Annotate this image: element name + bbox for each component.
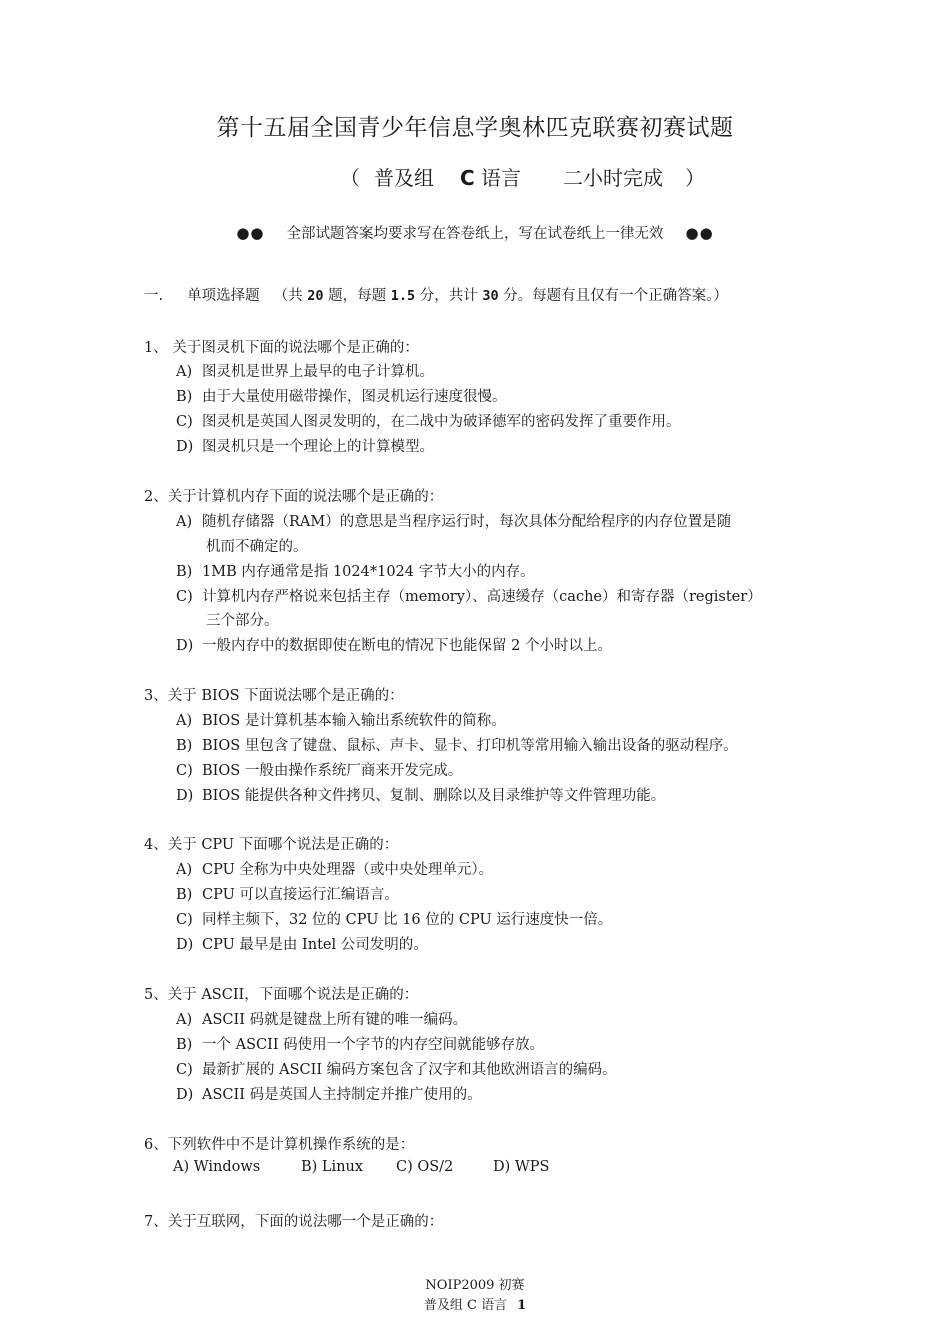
question-stem: 5、关于 ASCII，下面哪个说法是正确的：	[144, 987, 419, 1003]
option-text: 图灵机只是一个理论上的计算模型。	[202, 439, 434, 455]
question-option	[176, 883, 399, 904]
option-letter: C)	[176, 763, 193, 779]
question-option	[176, 385, 507, 406]
question-option	[176, 634, 612, 655]
inline-option: A) Windows	[173, 1159, 261, 1175]
option-text: BIOS 一般由操作系统厂商来开发完成。	[202, 763, 463, 779]
option-letter: A)	[176, 364, 193, 380]
notice-text: 全部试题答案均要求写在答卷纸上，写在试卷纸上一律无效	[286, 226, 664, 242]
notice-dots-left: ●●	[236, 224, 265, 242]
option-text: BIOS 能提供各种文件拷贝、复制、删除以及目录维护等文件管理功能。	[202, 788, 666, 804]
option-text: 计算机内存严格说来包括主存（memory）、高速缓存（cache）和寄存器（register）	[202, 589, 762, 605]
question-option	[176, 1083, 482, 1104]
question-stem: 7、关于互联网，下面的说法哪一个是正确的：	[144, 1214, 444, 1230]
question-option	[176, 858, 493, 879]
option-text: 图灵机是英国人图灵发明的，在二战中为破译德军的密码发挥了重要作用。	[202, 414, 681, 430]
option-text: ASCII 码就是键盘上所有键的唯一编码。	[202, 1012, 468, 1028]
option-letter: B)	[176, 738, 193, 754]
option-text: 1MB 内存通常是指 1024*1024 字节大小的内存。	[202, 564, 535, 580]
option-text: BIOS 是计算机基本输入输出系统软件的简称。	[202, 713, 506, 729]
inline-option: B) Linux	[301, 1159, 364, 1175]
section-points: 1.5	[390, 288, 416, 304]
option-letter: D)	[176, 788, 194, 804]
option-continuation: 机而不确定的。	[206, 539, 308, 555]
question-option	[176, 734, 738, 755]
option-text: 由于大量使用磁带操作，图灵机运行速度很慢。	[202, 389, 507, 405]
option-letter: D)	[176, 439, 194, 455]
section-total: 30	[482, 288, 499, 304]
question-stem: 1、 关于图灵机下面的说法哪个是正确的：	[144, 340, 419, 356]
section-text-3: 分，共计	[419, 288, 478, 304]
option-letter: D)	[176, 1087, 194, 1103]
option-letter: B)	[176, 389, 193, 405]
option-continuation: 三个部分。	[206, 613, 279, 629]
question-option	[176, 709, 506, 730]
question-option	[176, 510, 731, 531]
option-letter: A)	[176, 713, 193, 729]
question-stem: 3、关于 BIOS 下面说法哪个是正确的：	[144, 688, 404, 704]
question-option	[176, 585, 762, 606]
option-letter: C)	[176, 414, 193, 430]
section-text-4: 分。每题有且仅有一个正确答案。）	[503, 288, 728, 304]
subtitle-time: 二小时完成	[563, 166, 664, 190]
subtitle-language-letter: C	[460, 166, 475, 190]
option-text: ASCII 码是英国人主持制定并推广使用的。	[202, 1087, 482, 1103]
option-text: 图灵机是世界上最早的电子计算机。	[202, 364, 434, 380]
page-number: 1	[517, 1298, 527, 1313]
question-option	[176, 360, 434, 381]
option-letter: D)	[176, 638, 194, 654]
inline-option: C) OS/2	[396, 1159, 454, 1175]
option-letter: C)	[176, 1062, 193, 1078]
subtitle-paren-open: （	[340, 166, 360, 190]
question-option	[176, 435, 434, 456]
option-letter: B)	[176, 564, 193, 580]
notice-dots-right: ●●	[685, 224, 714, 242]
option-letter: B)	[176, 1037, 193, 1053]
footer-line-2	[0, 1294, 950, 1313]
section-count: 20	[307, 288, 324, 304]
subtitle-language-word: 语言	[481, 166, 522, 190]
option-text: CPU 全称为中央处理器（或中央处理单元）。	[202, 862, 494, 878]
question-option	[176, 560, 535, 581]
section-label: 单项选择题	[187, 288, 260, 304]
page-title: 第十五届全国青少年信息学奥林匹克联赛初赛试题	[216, 115, 734, 141]
option-text: 最新扩展的 ASCII 编码方案包含了汉字和其他欧洲语言的编码。	[202, 1062, 617, 1078]
option-text: 一个 ASCII 码使用一个字节的内存空间就能够存放。	[202, 1037, 545, 1053]
question-option	[176, 759, 462, 780]
subtitle	[340, 162, 705, 191]
option-text: CPU 可以直接运行汇编语言。	[202, 887, 399, 903]
option-text: 同样主频下，32 位的 CPU 比 16 位的 CPU 运行速度快一倍。	[202, 912, 613, 928]
question-stem: 2、关于计算机内存下面的说法哪个是正确的：	[144, 489, 444, 505]
question-option	[176, 410, 681, 431]
option-text: BIOS 里包含了键盘、鼠标、声卡、显卡、打印机等常用输入输出设备的驱动程序。	[202, 738, 738, 754]
section-text-2: 题，每题	[328, 288, 387, 304]
option-text: 一般内存中的数据即使在断电的情况下也能保留 2 个小时以上。	[202, 638, 612, 654]
notice	[0, 222, 950, 243]
subtitle-language	[460, 162, 521, 191]
question-option	[176, 784, 665, 805]
question-option	[176, 933, 428, 954]
footer-line-1: NOIP2009 初赛	[425, 1278, 525, 1293]
footer-group: 普及组 C 语言	[423, 1298, 508, 1313]
option-letter: A)	[176, 862, 193, 878]
option-letter: C)	[176, 912, 193, 928]
question-stem: 6、下列软件中不是计算机操作系统的是：	[144, 1137, 415, 1153]
section-text-1: （共	[273, 288, 303, 304]
option-letter: A)	[176, 514, 193, 530]
inline-option: D) WPS	[493, 1159, 550, 1175]
subtitle-group: 普及组	[374, 166, 434, 190]
question-option	[176, 1008, 467, 1029]
option-text: 随机存储器（RAM）的意思是当程序运行时，每次具体分配给程序的内存位置是随	[202, 514, 732, 530]
option-letter: D)	[176, 937, 194, 953]
section-header	[144, 284, 728, 305]
option-letter: B)	[176, 887, 193, 903]
option-text: CPU 最早是由 Intel 公司发明的。	[202, 937, 428, 953]
question-option	[176, 908, 612, 929]
question-stem: 4、关于 CPU 下面哪个说法是正确的：	[144, 837, 399, 853]
subtitle-paren-close: ）	[685, 166, 706, 190]
section-number: 一.	[144, 288, 164, 304]
question-option	[176, 1058, 617, 1079]
option-letter: C)	[176, 589, 193, 605]
question-option	[176, 1033, 544, 1054]
option-letter: A)	[176, 1012, 193, 1028]
